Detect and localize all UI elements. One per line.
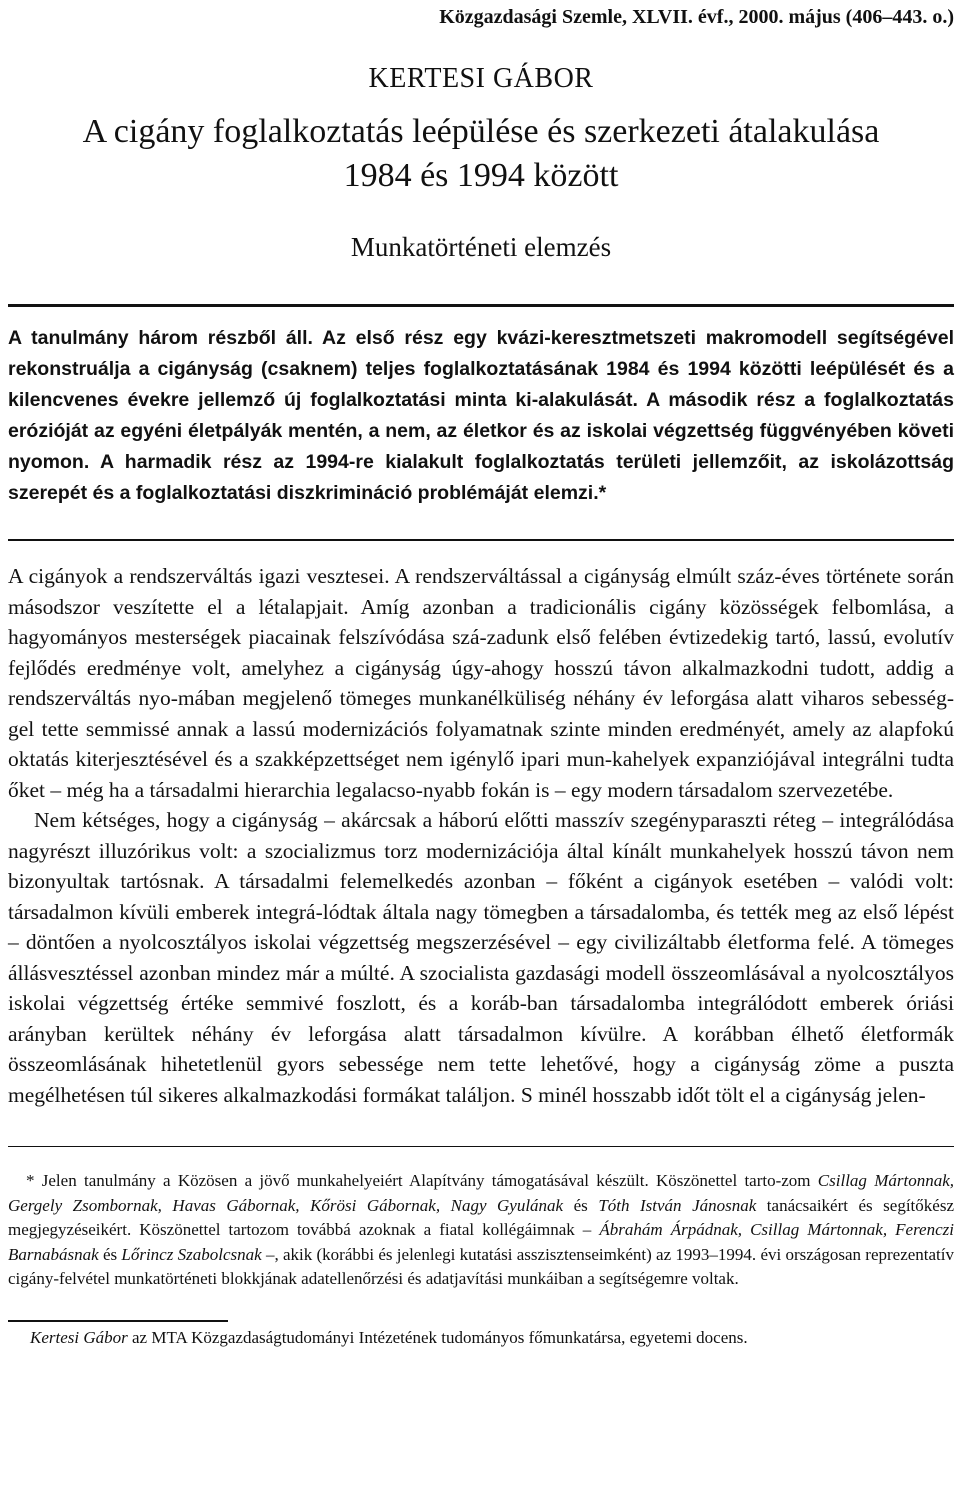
affiliation-name: Kertesi Gábor <box>30 1327 128 1347</box>
author-affiliation <box>8 1326 954 1350</box>
footnote-text-4: és <box>98 1244 122 1264</box>
footnote-names-2: Tóth István Jánosnak <box>598 1195 757 1215</box>
footnote <box>8 1169 954 1292</box>
top-rule <box>8 304 954 307</box>
footnote-text-1: * Jelen tanulmány a Közösen a jövő munkahelyeiért Alapítvány támogatásával készült. Köszönettel tarto-zom <box>26 1171 818 1190</box>
footnote-names-1: Csillag Mártonnak, Gergely Zsombornak, Havas Gábornak, Kőrösi Gábornak, Nagy Gyulának <box>8 1171 954 1215</box>
author-name: KERTESI GÁBOR <box>368 63 594 94</box>
abstract-rule <box>8 539 954 541</box>
article-subtitle: Munkatörténeti elemzés <box>350 232 612 262</box>
abstract: A tanulmány három részből áll. Az első rész egy kvázi-keresztmetszeti makromodell segítségével rekonstruálja a cigányság (csaknem) teljes foglalkoztatásának 1984 és 1994 közötti leépülését és a kilencvenes évekre jellemző új foglalkoztatási minta ki-alakulását. A második rész a foglalkoztatás erózióját az egyéni életpályák mentén, a nem, az életkor és az iskolai végzettség függvényében követi nyomon. A harmadik rész az 1994-re kialakult foglalkoztatás területi jellemzőit, az iskolázottság szerepét és a foglalkoztatási diszkrimináció problémáját elemzi.* <box>8 327 954 504</box>
affiliation-rule <box>8 1320 228 1322</box>
affiliation-text: az MTA Közgazdaságtudományi Intézetének tudományos főmunkatársa, egyetemi docens. <box>127 1327 748 1347</box>
footnote-names-3: Ábrahám Árpádnak, Csillag Mártonnak, Ferenczi Barnabásnak <box>8 1220 954 1264</box>
footnote-names-4: Lőrincz Szabolcsnak <box>121 1244 262 1264</box>
footnote-text-5: –, akik (korábbi és jelenlegi kutatási asszisztenseimként) az 1993–1994. évi országosan reprezentatív cigány-felvétel munkatörténeti blokkjának adatellenőrzési és adatjavítási munkáiban a segítségemre voltak. <box>8 1244 955 1288</box>
footnote-text-3: tanácsaikért és segítőkész megjegyzéseikért. Köszönettel tartozom továbbá azoknak a fiatal kollégáimnak – <box>8 1195 954 1239</box>
article-title <box>8 110 954 198</box>
article-page <box>8 0 954 1350</box>
title-line-2: 1984 és 1994 között <box>343 157 619 194</box>
journal-header: Közgazdasági Szemle, XLVII. évf., 2000. május (406–443. o.) <box>439 6 954 28</box>
paragraph-1: A cigányok a rendszerváltás igazi vesztesei. A rendszerváltással a cigányság elmúlt száz-éves története során másodszor veszítette el a létalapjait. Amíg azonban a tradicionális cigány közösségek felbomlása, a hagyományos mesterségek piacainak felszívódása szá-zadunk első felében évtizedekig tartó, lassú, evolutív fejlődés eredménye volt, amelyhez a cigányság úgy-ahogy hosszú távon alkalmazkodni tudott, addig a rendszerváltás nyo-mában megjelenő tömeges munkanélküliség néhány év leforgása alatt viharos sebesség-gel tette semmissé annak a lassú modernizációs folyamatnak szinte minden eredményét, amely az alapfokú oktatás kiterjesztésével és a szakképzettséget nem igénylő ipari mun-kahelyek expanziójával integrálni tudta őket – még ha a társadalmi hierarchia legalacso-nyabb fokán is – egy modern társadalom szervezetébe. <box>8 564 954 802</box>
title-line-1: A cigány foglalkoztatás leépülése és szerkezeti átalakulása <box>82 113 880 150</box>
body-text <box>8 561 954 1110</box>
paragraph-2: Nem kétséges, hogy a cigányság – akárcsak a háború előtti masszív szegényparaszti réteg – integrálódása nagyrészt illuzórikus volt: a szocializmus torz modernizációja által kínált munkahelyek hosszú távon nem bizonyultak tartósnak. A társadalmi felemelkedés azonban – főként a cigányok esetében – valódi volt: társadalmon kívüli emberek integrá-lódtak általa nagy tömegben a társadalomba, és tették meg az első lépést – döntően a nyolcosztályos iskolai végzettség megszerzésével – egy civilizáltabb életforma felé. A tömeges állásvesztéssel azonban mindez már a múlté. A szocialista gazdasági modell összeomlásával a nyolcosztályos iskolai végzettség értéke semmivé foszlott, és a koráb-ban társadalomba integrálódott emberek óriási arányban kerültek néhány év leforgása alatt társadalmon kívülre. A korábban élhető életformák összeomlásának hihetetlenül gyors sebessége nem tette lehetővé, hogy a cigányság zöme a puszta megélhetésen túl sikeres alkalmazkodási formákat találjon. S minél hosszabb időt tölt el a cigányság jelen- <box>8 808 954 1107</box>
footnote-rule <box>8 1146 954 1147</box>
footnote-text-2: és <box>563 1195 599 1215</box>
